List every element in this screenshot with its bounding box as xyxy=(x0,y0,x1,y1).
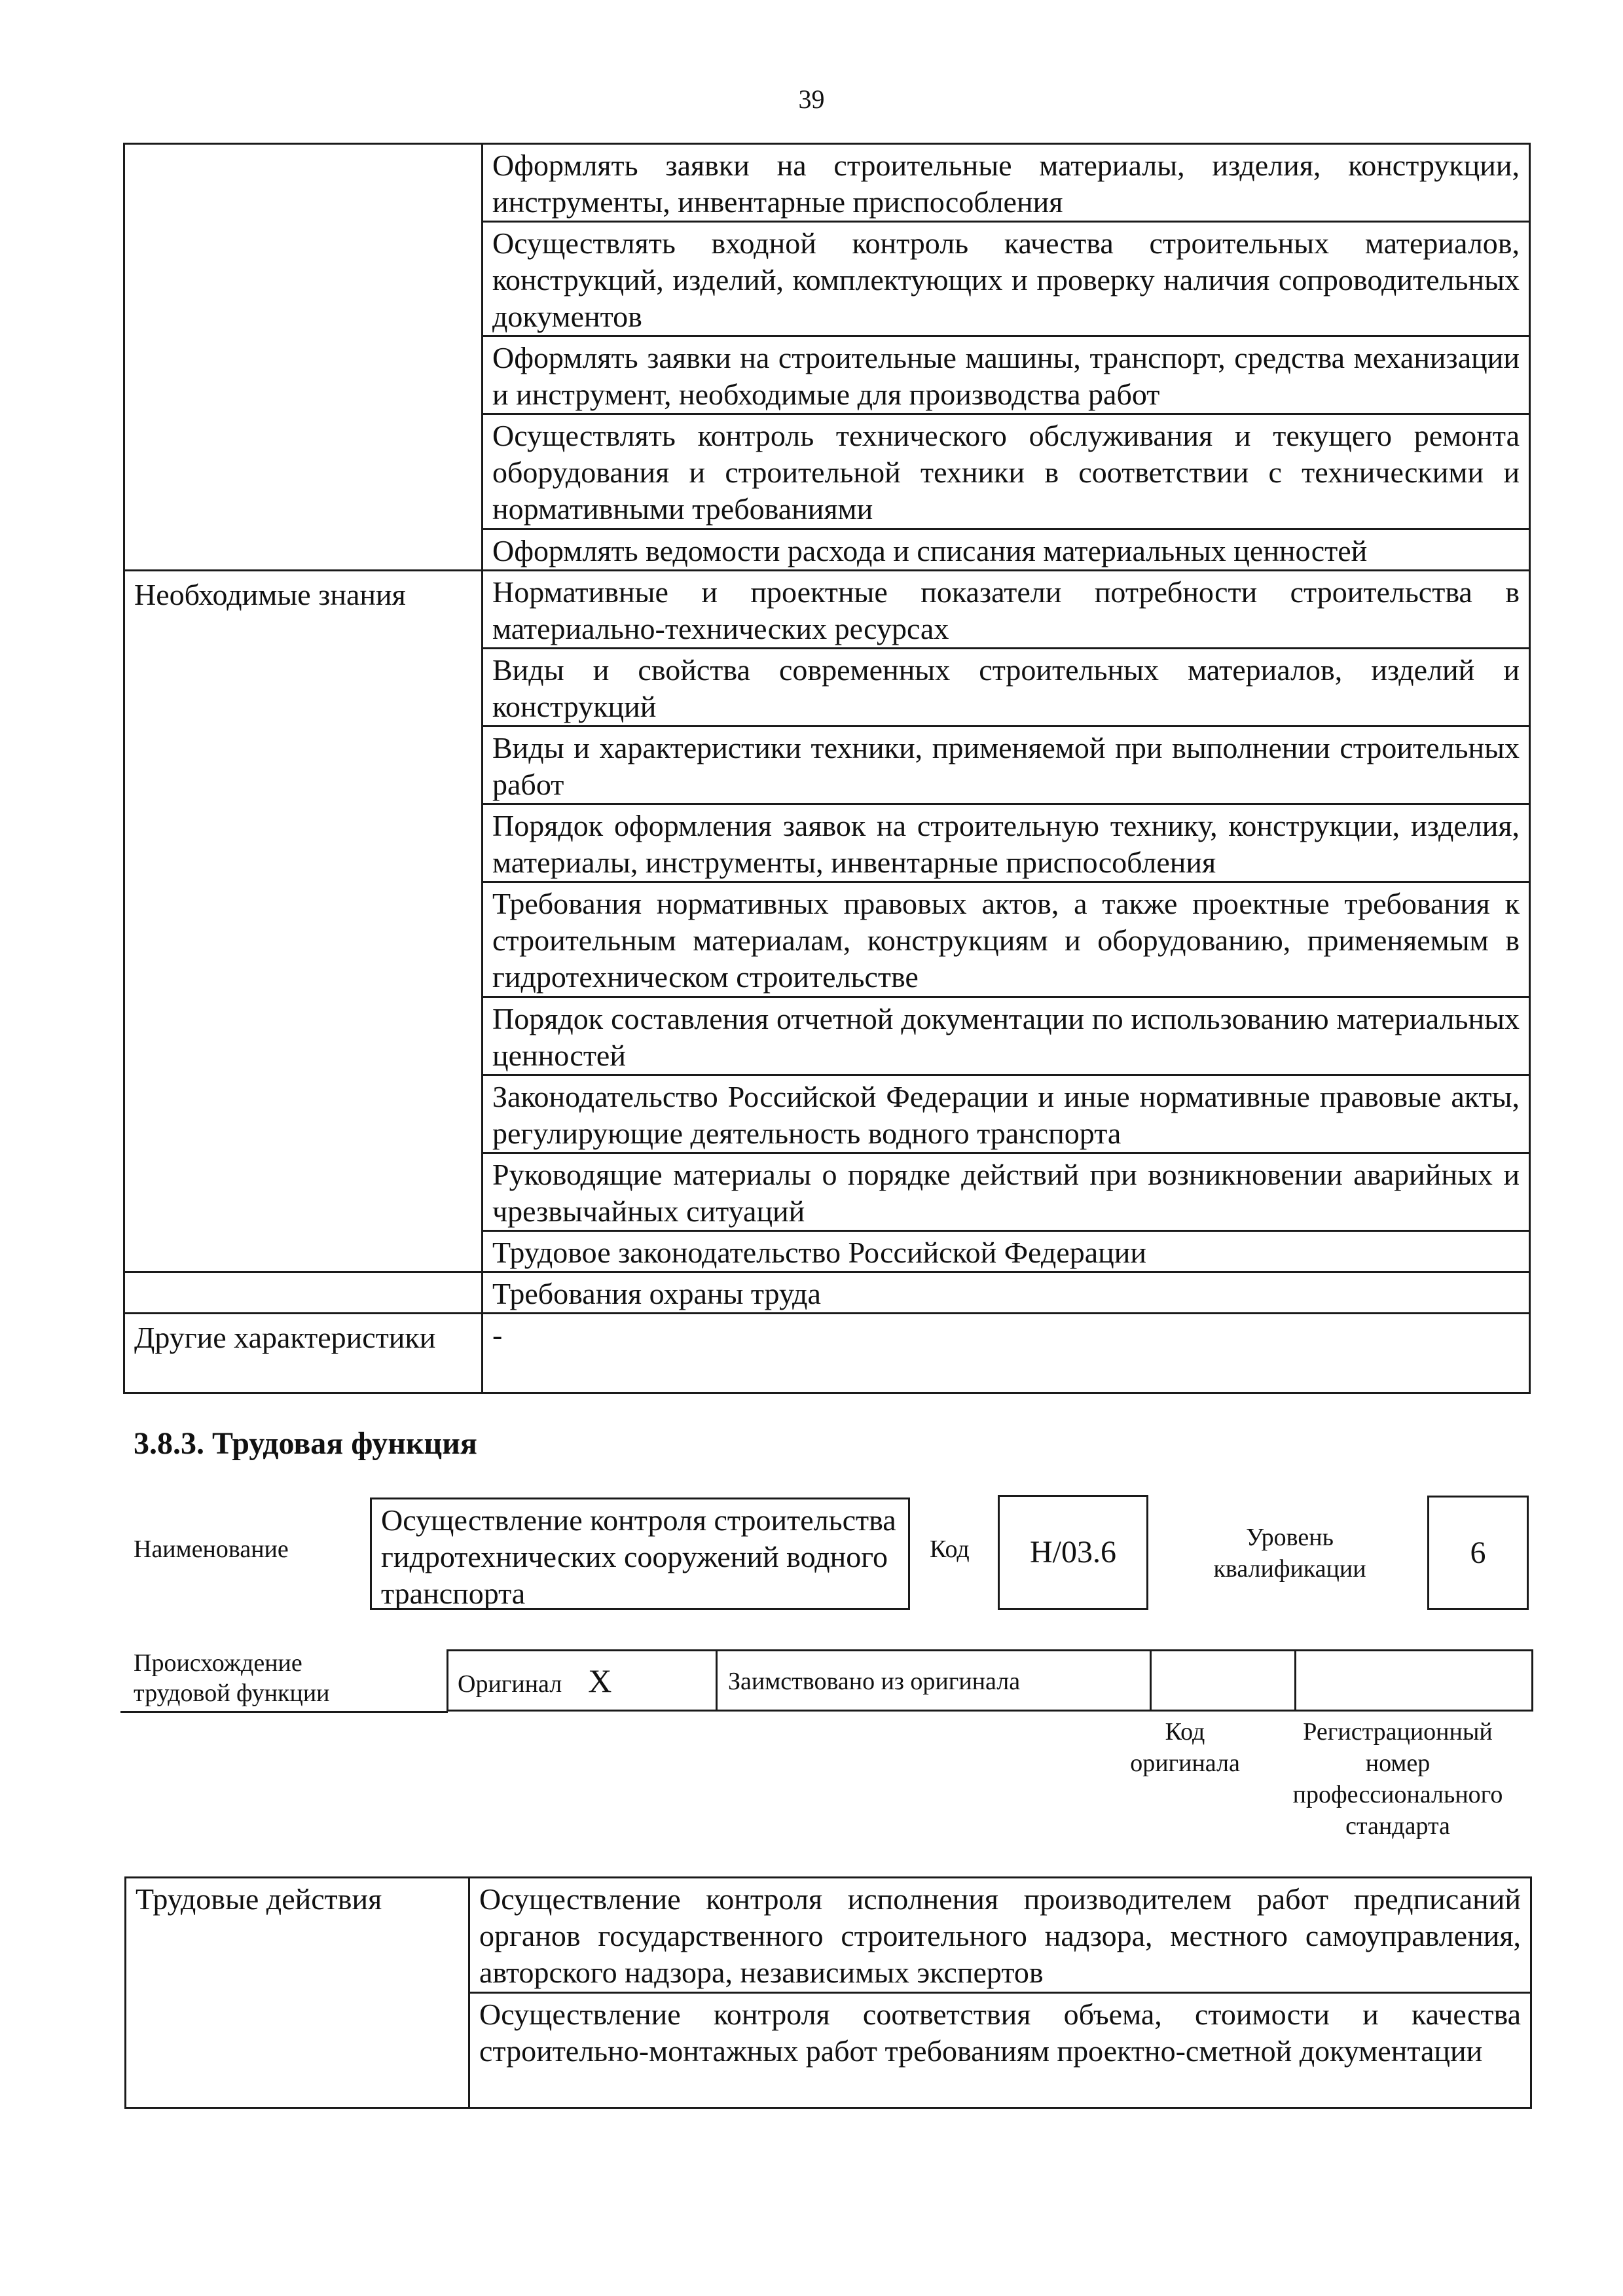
requirements-table xyxy=(123,143,1531,1394)
borrowed-label: Заимствовано из оригинала xyxy=(728,1668,1021,1695)
level-value-box: 6 xyxy=(1427,1496,1529,1610)
origin-table xyxy=(447,1649,1533,1712)
table-row: Осуществлять входной контроль качества строительных материалов, конструкций, изделий, комплектующих и проверку наличия сопроводительных документов xyxy=(483,222,1530,336)
table-row: Трудовое законодательство Российской Федерации xyxy=(483,1231,1530,1272)
actions-table xyxy=(124,1876,1532,2109)
reg-number-cell xyxy=(1296,1651,1533,1711)
other-label: Другие характеристики xyxy=(124,1314,483,1393)
table-row: Порядок составления отчетной документации по использованию материальных ценностей xyxy=(483,997,1530,1075)
origin-label: Происхождение трудовой функции xyxy=(134,1649,330,1707)
table-row: Осуществление контроля исполнения производителем работ предписаний органов государственного строительного надзора, местного самоуправления, авторского надзора, независимых экспертов xyxy=(469,1878,1531,1993)
code-label: Код xyxy=(930,1535,970,1563)
table-row: Виды и свойства современных строительных материалов, изделий и конструкций xyxy=(483,649,1530,726)
table-row: Порядок оформления заявок на строительную технику, конструкции, изделия, материалы, инструменты, инвентарные приспособления xyxy=(483,804,1530,882)
knowledge-label: Необходимые знания xyxy=(124,571,483,1272)
original-cell xyxy=(448,1651,717,1711)
section-title: 3.8.3. Трудовая функция xyxy=(134,1426,477,1461)
original-label: Оригинал xyxy=(458,1670,562,1698)
name-label: Наименование xyxy=(134,1535,289,1563)
code-original-cell xyxy=(1151,1651,1296,1711)
page-number: 39 xyxy=(798,84,825,114)
other-value: - xyxy=(483,1314,1530,1393)
table-row: Требования охраны труда xyxy=(483,1272,1530,1314)
table-row: Оформлять заявки на строительные машины, транспорт, средства механизации и инструмент, необходимые для производства работ xyxy=(483,336,1530,414)
borrowed-cell xyxy=(717,1651,1151,1711)
table-row: Осуществление контроля соответствия объема, стоимости и качества строительно-монтажных работ требованиям проектно-сметной документации xyxy=(469,1993,1531,2108)
table-row: Оформлять ведомости расхода и списания материальных ценностей xyxy=(483,529,1530,571)
table-row: Оформлять заявки на строительные материалы, изделия, конструкции, инструменты, инвентарные приспособления xyxy=(483,144,1530,222)
actions-label: Трудовые действия xyxy=(126,1878,469,2108)
empty-label-cell xyxy=(124,1272,483,1314)
function-code-box: H/03.6 xyxy=(998,1495,1148,1610)
original-mark: X xyxy=(588,1662,612,1699)
table-row: Осуществлять контроль технического обслуживания и текущего ремонта оборудования и строительной техники в соответствии с техническими и нормативными требованиями xyxy=(483,414,1530,529)
table-row: Законодательство Российской Федерации и иные нормативные правовые акты, регулирующие деятельность водного транспорта xyxy=(483,1075,1530,1153)
reg-number-caption: Регистрационный номер профессионального стандарта xyxy=(1292,1718,1503,1840)
table-row: Виды и характеристики техники, применяемой при выполнении строительных работ xyxy=(483,726,1530,804)
code-original-caption: Код оригинала xyxy=(1130,1718,1240,1777)
level-label: Уровень квалификации xyxy=(1213,1524,1366,1583)
table-row: Нормативные и проектные показатели потребности строительства в материально-технических ресурсах xyxy=(483,571,1530,649)
function-name-box: Осуществление контроля строительства гидротехнических сооружений водного транспорта xyxy=(370,1498,910,1610)
skills-label-cell xyxy=(124,144,483,571)
table-row: Руководящие материалы о порядке действий при возникновении аварийных и чрезвычайных ситуаций xyxy=(483,1153,1530,1231)
origin-underline xyxy=(120,1711,448,1713)
table-row: Требования нормативных правовых актов, а также проектные требования к строительным материалам, конструкциям и оборудованию, применяемым в гидротехническом строительстве xyxy=(483,882,1530,997)
